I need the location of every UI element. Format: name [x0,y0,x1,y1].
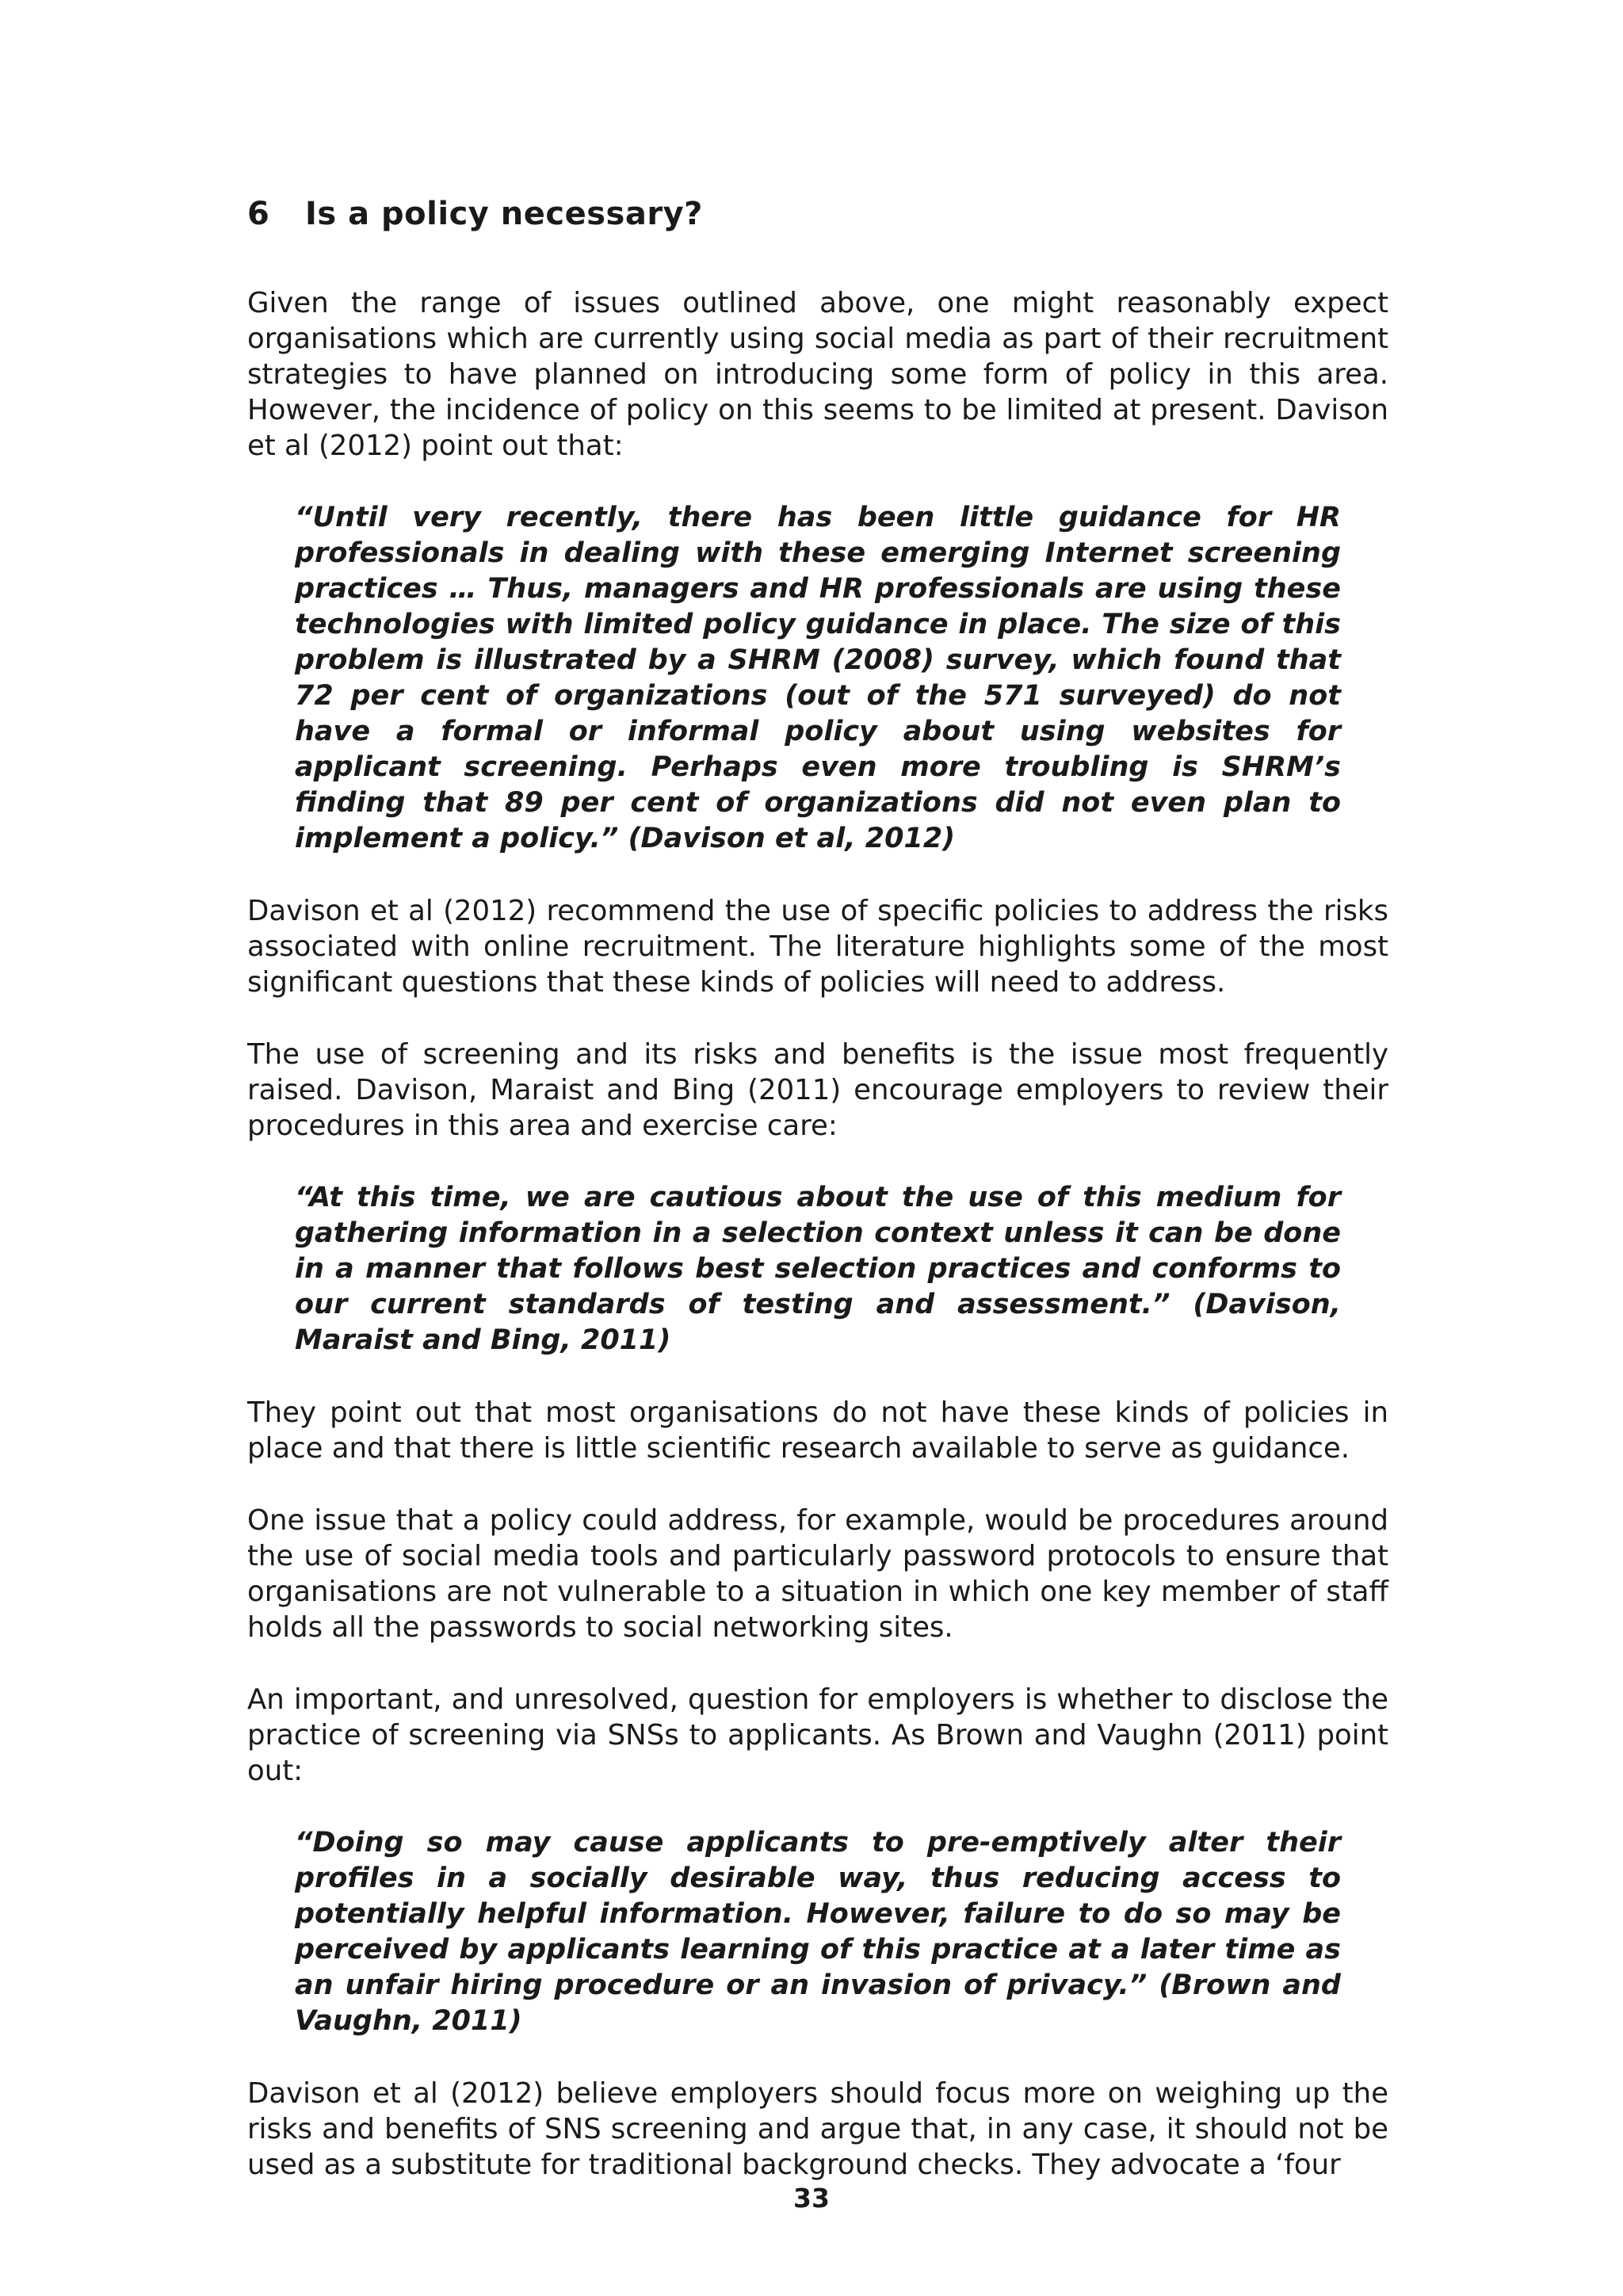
paragraph: One issue that a policy could address, for example, would be procedures around the use of social media tools and particularly password protocols to ensure that organisations are not vulnerable to a situation in which one key member of staff holds all the passwords to social networking sites. [247,1504,1388,1644]
paragraph: Given the range of issues outlined above, one might reasonably expect organisations which are currently using social media as part of their recruitment strategies to have planned on introducing some form of policy in this area. However, the incidence of policy on this seems to be limited at present. Davison et al (2012) point out that: [247,287,1388,462]
section-number: 6 [247,196,270,232]
paragraph: They point out that most organisations do not have these kinds of policies in place and that there is little scientific research available to serve as guidance. [247,1396,1388,1465]
body-text [247,285,1388,2219]
block-quote: “At this time, we are cautious about the use of this medium for gathering information in a selection context unless it can be done in a manner that follows best selection practices and conforms to our current standards of testing and assessment.” (Davison, Maraist and Bing, 2011) [295,1182,1341,1356]
block-quote: “Doing so may cause applicants to pre-emptively alter their profiles in a socially desirable way, thus reducing access to potentially helpful information. However, failure to do so may be perceived by applicants learning of this practice at a later time as an unfair hiring procedure or an invasion of privacy.” (Brown and Vaughn, 2011) [295,1827,1341,2037]
page-number: 33 [793,2183,830,2214]
section-heading [247,192,703,236]
block-quote: “Until very recently, there has been little guidance for HR professionals in dealing with these emerging Internet screening practices … Thus, managers and HR professionals are using these technologies with limited policy guidance in place. The size of this problem is illustrated by a SHRM (2008) survey, which found that 72 per cent of organizations (out of the 571 surveyed) do not have a formal or informal policy about using websites for applicant screening. Perhaps even more troubling is SHRM’s finding that 89 per cent of organizations did not even plan to implement a policy.” (Davison et al, 2012) [295,502,1341,854]
paragraph: Davison et al (2012) recommend the use of specific policies to address the risks associated with online recruitment. The literature highlights some of the most significant questions that these kinds of policies will need to address. [247,895,1388,999]
paragraph: Davison et al (2012) believe employers should focus more on weighing up the risks and benefits of SNS screening and argue that, in any case, it should not be used as a substitute for traditional background checks. They advocate a ‘four [247,2077,1388,2181]
paragraph: The use of screening and its risks and benefits is the issue most frequently raised. Davison, Maraist and Bing (2011) encourage employers to review their procedures in this area and exercise care: [247,1038,1388,1142]
section-title: Is a policy necessary? [305,196,703,232]
paragraph: An important, and unresolved, question for employers is whether to disclose the practice of screening via SNSs to applicants. As Brown and Vaughn (2011) point out: [247,1683,1388,1787]
